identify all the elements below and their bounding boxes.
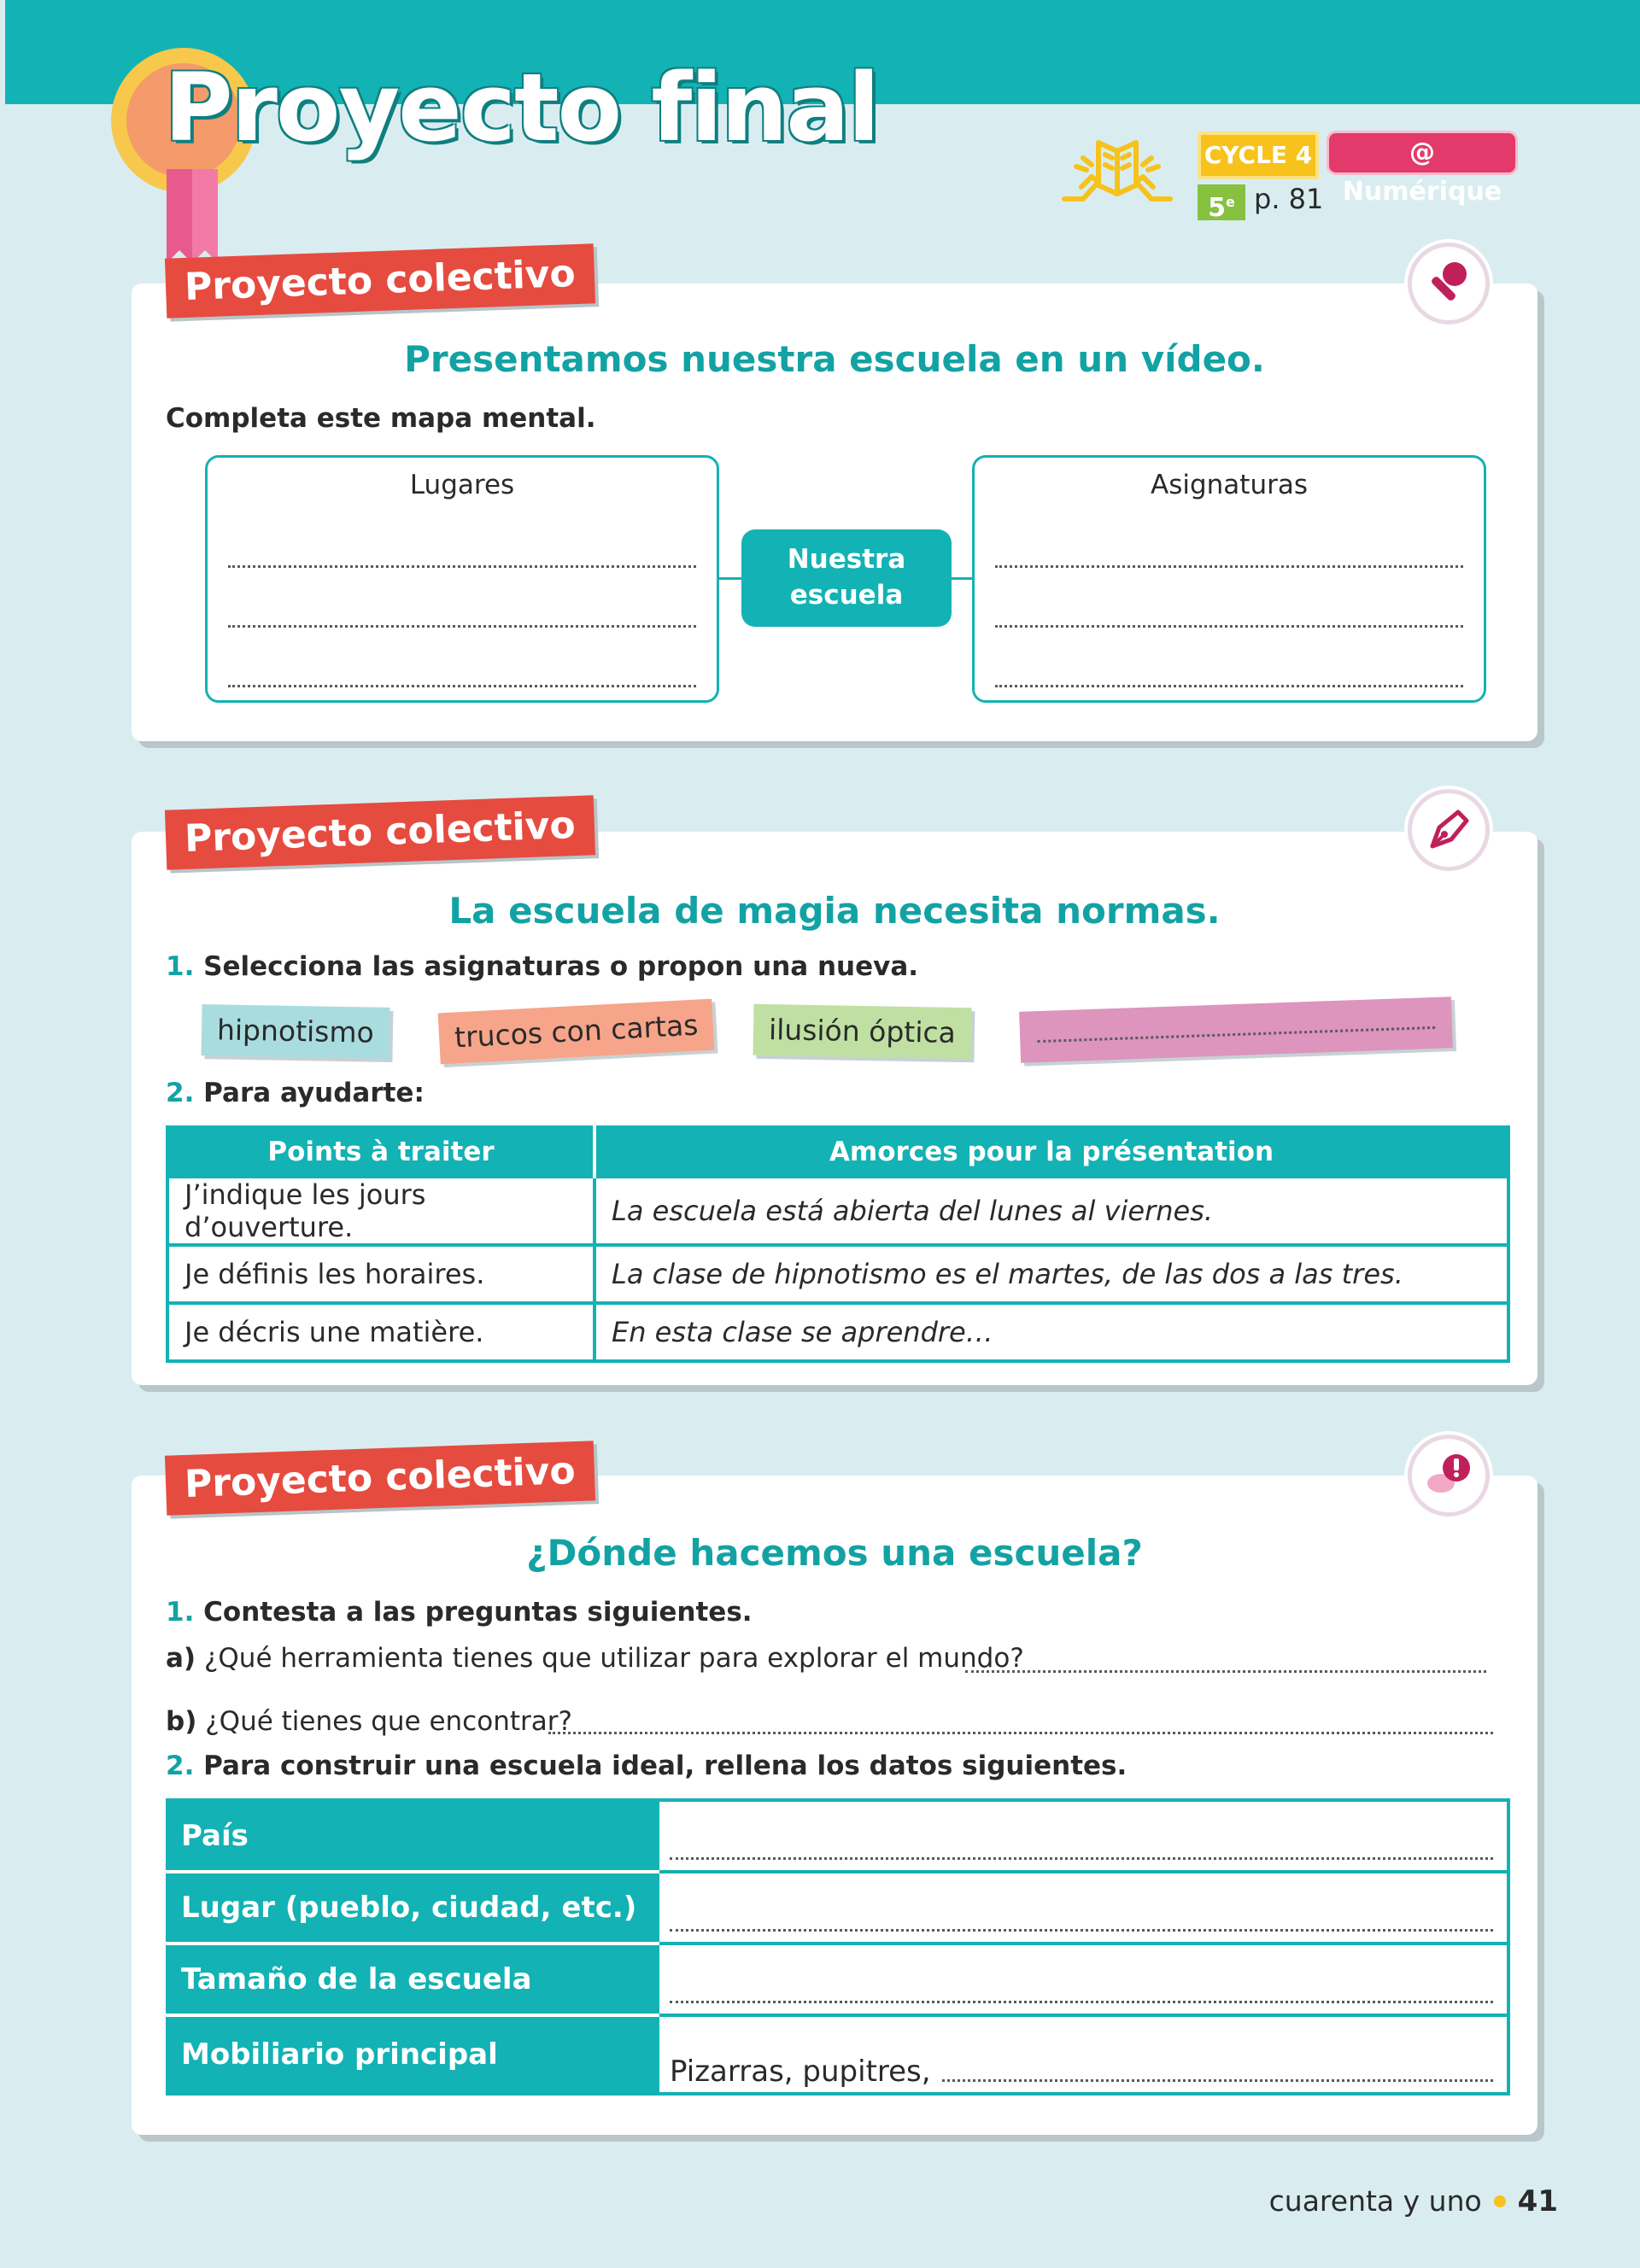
instruction-1: [166, 1597, 753, 1628]
table-row: [167, 1177, 1508, 1245]
instruction: Completa este mapa mental.: [166, 403, 596, 434]
instruction-1: [166, 951, 918, 982]
ideal-school-table: [166, 1798, 1510, 2096]
table-header: Points à traiter: [167, 1127, 594, 1177]
answer-field[interactable]: [658, 2015, 1508, 2094]
prefilled-text: Pizarras, pupitres,: [670, 2055, 940, 2089]
row-label: Tamaño de la escuela: [167, 1944, 658, 2015]
answer-field[interactable]: [658, 1800, 1508, 1872]
question-text: ¿Qué tienes que encontrar?: [205, 1706, 572, 1737]
mindmap-center: [741, 529, 952, 627]
table-row: [167, 1872, 1508, 1944]
level-number: 5: [1208, 193, 1226, 223]
answer-field[interactable]: [658, 1944, 1508, 2015]
answer-line[interactable]: [228, 625, 696, 628]
row-label: Lugar (pueblo, ciudad, etc.): [167, 1872, 658, 1944]
instruction-2: [166, 1751, 1127, 1781]
mindmap-label: Asignaturas: [1151, 470, 1308, 500]
answer-field[interactable]: [658, 1872, 1508, 1944]
question-text: Contesta a las preguntas siguientes.: [203, 1597, 753, 1628]
table-header-row: [167, 1127, 1508, 1177]
answer-line[interactable]: [228, 685, 696, 687]
section-title: La escuela de magia necesita normas.: [448, 890, 1221, 932]
mindmap-box-asignaturas: [972, 455, 1486, 703]
question-label: a): [166, 1643, 196, 1674]
page-number-words: cuarenta y uno: [1268, 2184, 1482, 2218]
table-row: [167, 1800, 1508, 1872]
question-text: Para construir una escuela ideal, rellena los datos siguientes.: [203, 1751, 1128, 1781]
table-cell: La escuela está abierta del lunes al viernes.: [594, 1177, 1508, 1245]
table-cell: La clase de hipnotismo es el martes, de las dos a las tres.: [594, 1245, 1508, 1303]
page-title: Proyecto final: [164, 53, 879, 162]
center-line-2: escuela: [789, 580, 904, 611]
answer-line[interactable]: [965, 1670, 1486, 1673]
answer-line[interactable]: [228, 565, 696, 568]
section-tag: Proyecto colectivo: [165, 795, 595, 869]
speech-exclamation-icon: [1408, 1435, 1490, 1517]
subject-chip-ilusion[interactable]: ilusión óptica: [753, 1004, 971, 1059]
table-row: [167, 1245, 1508, 1303]
page-footer: [1269, 2184, 1558, 2218]
pen-nib-icon: [1408, 789, 1490, 871]
open-book-hands-icon: [1057, 132, 1177, 205]
section-title: Presentamos nuestra escuela en un vídeo.: [404, 338, 1265, 380]
level-badge: [1198, 184, 1245, 223]
answer-line[interactable]: [548, 1732, 1493, 1734]
mindmap-label: Lugares: [409, 470, 515, 500]
page-reference: p. 81: [1254, 183, 1324, 215]
question-a: [166, 1643, 1024, 1674]
table-cell: En esta clase se aprendre…: [594, 1303, 1508, 1361]
level-sup: e: [1226, 194, 1235, 210]
section-title: ¿Dónde hacemos una escuela?: [526, 1532, 1143, 1574]
table-header: Amorces pour la présentation: [594, 1127, 1508, 1177]
table-row: [167, 2015, 1508, 2094]
row-label: Mobiliario principal: [167, 2015, 658, 2094]
question-text: Para ayudarte:: [203, 1078, 425, 1108]
table-cell: Je définis les horaires.: [167, 1245, 594, 1303]
table-row: [167, 1303, 1508, 1361]
subject-chip-trucos[interactable]: trucos con cartas: [438, 999, 715, 1065]
question-number: 2.: [166, 1751, 195, 1781]
question-b: [166, 1706, 572, 1737]
question-text: Selecciona las asignaturas o propon una nueva.: [203, 951, 919, 982]
section-tag: Proyecto colectivo: [165, 243, 595, 318]
connector-line: [719, 577, 741, 580]
numerique-link[interactable]: @ Numérique: [1329, 133, 1515, 172]
instruction-2: [166, 1078, 425, 1108]
row-label: País: [167, 1800, 658, 1872]
question-number: 1.: [166, 1597, 195, 1628]
page-number: 41: [1517, 2184, 1558, 2218]
table-cell: J’indique les jours d’ouverture.: [167, 1177, 594, 1245]
presentation-table: [166, 1125, 1510, 1363]
question-number: 2.: [166, 1078, 195, 1108]
connector-line: [952, 577, 974, 580]
question-label: b): [166, 1706, 197, 1737]
table-cell: Je décris une matière.: [167, 1303, 594, 1361]
question-text: ¿Qué herramienta tienes que utilizar para explorar el mundo?: [203, 1643, 1024, 1674]
question-number: 1.: [166, 951, 195, 982]
mindmap-box-lugares: [205, 455, 719, 703]
footer-dot-icon: [1494, 2195, 1506, 2207]
answer-line[interactable]: [995, 565, 1463, 568]
table-row: [167, 1944, 1508, 2015]
answer-line[interactable]: [995, 685, 1463, 687]
subject-chip-hipnotismo[interactable]: hipnotismo: [201, 1004, 390, 1059]
cycle-badge: CYCLE 4: [1198, 132, 1319, 179]
answer-line[interactable]: [995, 625, 1463, 628]
center-line-1: Nuestra: [787, 544, 906, 575]
microphone-icon: [1408, 243, 1490, 324]
section-tag: Proyecto colectivo: [165, 1441, 595, 1515]
